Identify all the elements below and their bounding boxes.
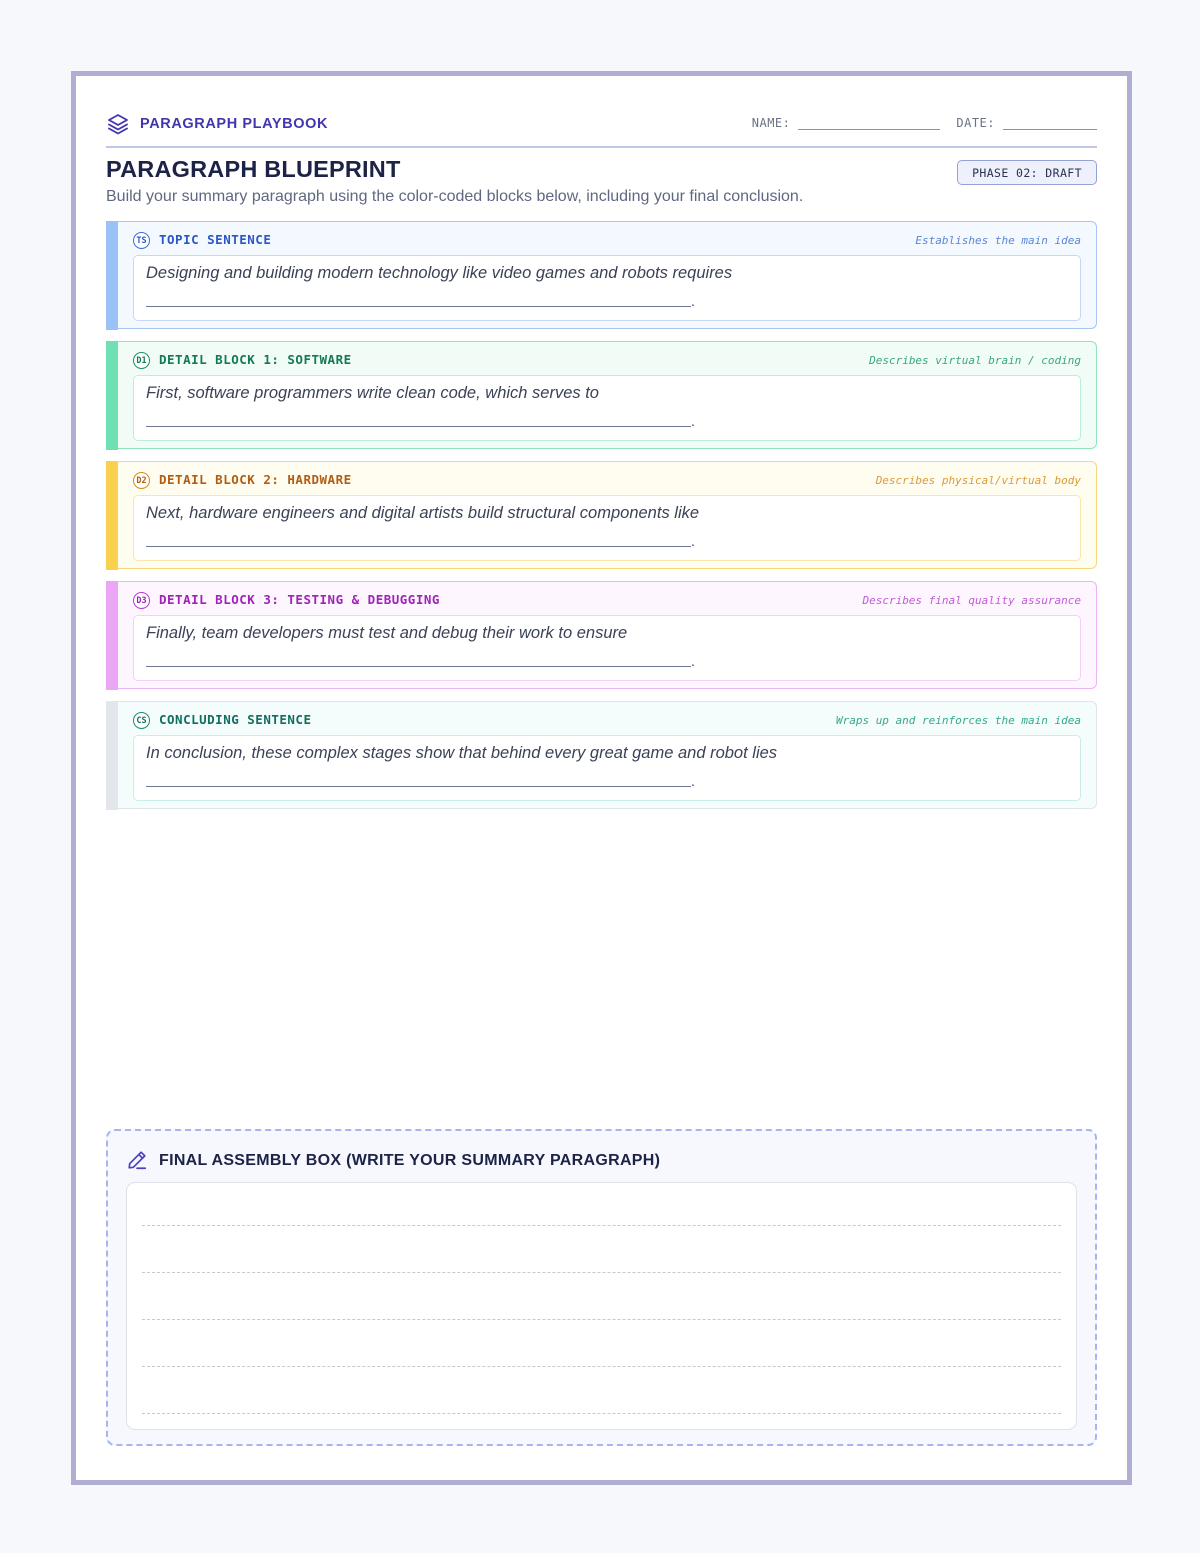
block-label: DETAIL BLOCK 1: SOFTWARE: [159, 352, 352, 367]
name-label: NAME:: [751, 116, 791, 130]
phase-badge: PHASE 02: DRAFT: [957, 160, 1097, 185]
block-label: DETAIL BLOCK 2: HARDWARE: [159, 472, 352, 487]
block-badge: D1: [133, 352, 150, 369]
sentence-stem: Finally, team developers must test and debug their work to ensure: [146, 624, 628, 642]
block-hint: Wraps up and reinforces the main idea: [835, 714, 1081, 727]
block-badge: D2: [133, 472, 150, 489]
summary-writing-area[interactable]: [126, 1182, 1077, 1430]
final-assembly-title: FINAL ASSEMBLY BOX (WRITE YOUR SUMMARY PARAGRAPH): [159, 1152, 661, 1169]
sentence-end: .: [691, 653, 695, 669]
worksheet-content: [106, 76, 1097, 1480]
page-subtitle: Build your summary paragraph using the color-coded blocks below, including your final conclusion.: [106, 188, 804, 205]
sentence-blank[interactable]: [146, 656, 691, 667]
block-label: TOPIC SENTENCE: [159, 232, 272, 247]
sentence-stem: In conclusion, these complex stages show that behind every great game and robot lies: [146, 744, 778, 762]
writing-line: [142, 1225, 1061, 1226]
worksheet-page: [71, 71, 1132, 1485]
page-header: [106, 108, 1097, 148]
sentence-blank[interactable]: [146, 296, 691, 307]
concluding-sentence-block: [106, 701, 1097, 809]
sentence-box[interactable]: [133, 255, 1081, 321]
brand: [106, 112, 328, 136]
block-color-bar: [106, 341, 118, 450]
writing-line: [142, 1366, 1061, 1367]
block-label: CONCLUDING SENTENCE: [159, 712, 312, 727]
date-field[interactable]: [1003, 117, 1097, 130]
layers-icon: [106, 112, 130, 136]
sentence-end: .: [691, 293, 695, 309]
date-label: DATE:: [956, 116, 995, 130]
block-hint: Establishes the main idea: [915, 234, 1081, 247]
sentence-box[interactable]: [133, 735, 1081, 801]
topic-sentence-block: [106, 221, 1097, 329]
sentence-blank[interactable]: [146, 536, 691, 547]
block-hint: Describes final quality assurance: [862, 594, 1081, 607]
block-hint: Describes physical/virtual body: [875, 474, 1081, 487]
block-badge: TS: [133, 232, 150, 249]
sentence-stem: Next, hardware engineers and digital artists build structural components like: [146, 504, 700, 522]
detail-block-2: [106, 461, 1097, 569]
name-field[interactable]: [798, 117, 940, 130]
sentence-box[interactable]: [133, 495, 1081, 561]
sentence-box[interactable]: [133, 615, 1081, 681]
sentence-box[interactable]: [133, 375, 1081, 441]
sentence-stem: Designing and building modern technology like video games and robots requires: [146, 264, 733, 282]
block-hint: Describes virtual brain / coding: [869, 354, 1081, 367]
pencil-icon: [126, 1149, 148, 1171]
block-badge: CS: [133, 712, 150, 729]
block-badge: D3: [133, 592, 150, 609]
sentence-blank[interactable]: [146, 776, 691, 787]
sentence-end: .: [691, 413, 695, 429]
block-color-bar: [106, 461, 118, 570]
sentence-blank[interactable]: [146, 416, 691, 427]
block-label: DETAIL BLOCK 3: TESTING & DEBUGGING: [159, 592, 440, 607]
sentence-end: .: [691, 773, 695, 789]
block-color-bar: [106, 581, 118, 690]
page-title: PARAGRAPH BLUEPRINT: [106, 156, 401, 182]
block-color-bar: [106, 221, 118, 330]
detail-block-1: [106, 341, 1097, 449]
writing-line: [142, 1319, 1061, 1320]
detail-block-3: [106, 581, 1097, 689]
writing-line: [142, 1272, 1061, 1273]
writing-line: [142, 1413, 1061, 1414]
sentence-end: .: [691, 533, 695, 549]
brand-name: PARAGRAPH PLAYBOOK: [140, 116, 329, 132]
final-assembly-box: [106, 1129, 1097, 1446]
student-fields: [752, 116, 1097, 130]
sentence-stem: First, software programmers write clean code, which serves to: [146, 384, 599, 402]
block-color-bar: [106, 701, 118, 810]
